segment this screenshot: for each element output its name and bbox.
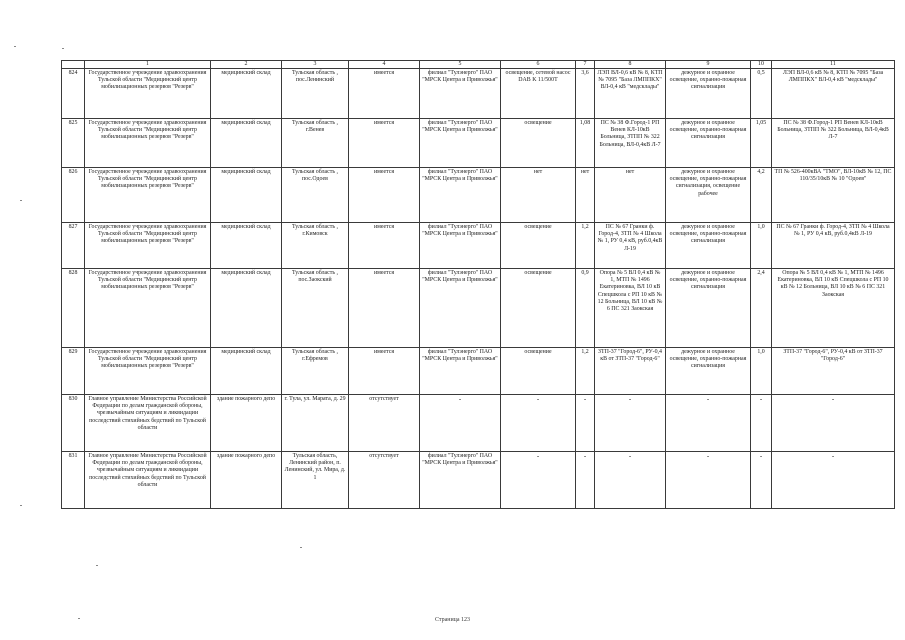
column-header: 5	[420, 61, 501, 69]
reserve-power-cell: 1,0	[751, 348, 772, 395]
reserve-source-cell: ПС № 38 Ф.Город-1 РП Венев КЛ-10кВ Больница, ЗТПП № 322 Больница, ВЛ-0,4кВ Л-7	[772, 119, 895, 168]
column-header: 3	[282, 61, 349, 69]
address-cell: Тульская область , пос.Ленинский	[282, 69, 349, 119]
consumers-cell: освещение, сетевой насос DAB K 11/500T	[501, 69, 576, 119]
power-cell: 1,2	[576, 348, 595, 395]
reserve-power-cell: 0,5	[751, 69, 772, 119]
organization-cell: Государственное учреждение здравоохранения Тульской области "Медицинский центр мобилизационных резервов "Резерв"	[85, 348, 211, 395]
object-type-cell: здание пожарного депо	[211, 452, 282, 509]
address-cell: Тульская область, Ленинский район, п. Ленинский, ул. Мира, д. 1	[282, 452, 349, 509]
organization-cell: Государственное учреждение здравоохранения Тульской области "Медицинский центр мобилизационных резервов "Резерв"	[85, 119, 211, 168]
object-type-cell: здание пожарного депо	[211, 395, 282, 452]
address-cell: Тульская область , пос.Одоев	[282, 168, 349, 223]
table-row	[62, 452, 895, 509]
consumers-cell: освещение	[501, 269, 576, 348]
scan-speck	[96, 565, 98, 566]
reserve-consumers-cell: дежурное и охранное освещение, охранно-пожарная сигнализация	[666, 348, 751, 395]
scan-speck	[78, 618, 80, 619]
organization-cell: Государственное учреждение здравоохранения Тульской области "Медицинский центр мобилизационных резервов "Резерв"	[85, 168, 211, 223]
table-row	[62, 119, 895, 168]
reserve-consumers-cell: дежурное и охранное освещение, охранно-пожарная сигнализация, освещение рабочее	[666, 168, 751, 223]
consumers-cell: освещение	[501, 348, 576, 395]
power-cell: нет	[576, 168, 595, 223]
scan-speck	[20, 200, 22, 201]
object-type-cell: медицинский склад	[211, 168, 282, 223]
reserve-source-cell: -	[772, 452, 895, 509]
source-cell: -	[595, 452, 666, 509]
object-type-cell: медицинский склад	[211, 348, 282, 395]
availability-cell: имеется	[349, 168, 420, 223]
availability-cell: имеется	[349, 69, 420, 119]
source-cell: -	[595, 395, 666, 452]
supplier-cell: филиал "Тулэнерго" ПАО "МРСК Центра и Приволжья"	[420, 168, 501, 223]
supplier-cell: филиал "Тулэнерго" ПАО "МРСК Центра и Приволжья"	[420, 119, 501, 168]
consumers-cell: освещение	[501, 119, 576, 168]
column-header: 4	[349, 61, 420, 69]
scan-speck	[62, 48, 64, 49]
scan-speck	[14, 46, 16, 47]
availability-cell: отсутствует	[349, 395, 420, 452]
column-header: 11	[772, 61, 895, 69]
power-cell: 0,9	[576, 269, 595, 348]
consumers-cell: -	[501, 452, 576, 509]
consumers-cell: нет	[501, 168, 576, 223]
power-cell: 1,08	[576, 119, 595, 168]
availability-cell: отсутствует	[349, 452, 420, 509]
supplier-cell: филиал "Тулэнерго" ПАО "МРСК Центра и Приволжья"	[420, 452, 501, 509]
source-cell: ПС № 38 Ф.Город-1 РП Венев КЛ-10кВ Больница, ЗТПП № 322 Больница, ВЛ-0,4кВ Л-7	[595, 119, 666, 168]
availability-cell: имеется	[349, 119, 420, 168]
reserve-consumers-cell: -	[666, 395, 751, 452]
scan-speck	[300, 547, 302, 548]
column-header: 10	[751, 61, 772, 69]
row-number: 827	[62, 223, 85, 269]
source-cell: ЛЭП ВЛ-0,6 кВ № 8, КТП № 7095 "База ЛМППКХ" ВЛ-0,4 кВ "медсклады"	[595, 69, 666, 119]
availability-cell: имеется	[349, 223, 420, 269]
reserve-power-cell: -	[751, 452, 772, 509]
table-row	[62, 348, 895, 395]
availability-cell: имеется	[349, 348, 420, 395]
column-header: 9	[666, 61, 751, 69]
consumers-cell: -	[501, 395, 576, 452]
source-cell: Опора № 5 ВЛ 0,4 кВ № 1, МТП № 1496 Екатериновка, ВЛ 10 кВ Спецшкола с РП 10 кВ № 12 Больница, ВЛ 10 кВ № 6 ПС 321 Заокская	[595, 269, 666, 348]
column-header: 6	[501, 61, 576, 69]
table-row	[62, 223, 895, 269]
address-cell: Тульская область , г.Венев	[282, 119, 349, 168]
object-type-cell: медицинский склад	[211, 69, 282, 119]
reserve-consumers-cell: -	[666, 452, 751, 509]
consumers-cell: освещение	[501, 223, 576, 269]
column-header: 7	[576, 61, 595, 69]
object-type-cell: медицинский склад	[211, 223, 282, 269]
table-row	[62, 69, 895, 119]
availability-cell: имеется	[349, 269, 420, 348]
reserve-consumers-cell: дежурное и охранное освещение, охранно-пожарная сигнализация	[666, 269, 751, 348]
column-number-row	[62, 61, 895, 69]
reserve-power-cell: 2,4	[751, 269, 772, 348]
row-number: 828	[62, 269, 85, 348]
object-type-cell: медицинский склад	[211, 269, 282, 348]
power-cell: -	[576, 452, 595, 509]
supplier-cell: филиал "Тулэнерго" ПАО "МРСК Центра и Приволжья"	[420, 223, 501, 269]
power-supply-registry-table	[61, 60, 895, 509]
supplier-cell: филиал "Тулэнерго" ПАО "МРСК Центра и Приволжья"	[420, 348, 501, 395]
reserve-source-cell: -	[772, 395, 895, 452]
reserve-source-cell: ЗТП-37 "Город-6", РУ-0,4 кВ от ЗТП-37 "Город-6"	[772, 348, 895, 395]
reserve-power-cell: 1,05	[751, 119, 772, 168]
table-row	[62, 168, 895, 223]
organization-cell: Главное управление Министерства Российской Федерации по делам гражданской обороны, чрезвычайным ситуациям и ликвидации последствий стихийных бедствий по Тульской области	[85, 395, 211, 452]
reserve-power-cell: -	[751, 395, 772, 452]
row-number-header	[62, 61, 85, 69]
reserve-source-cell: ТП № 526-400кВА "ТМО", ВЛ-10кВ № 12, ПС 110/35/10кВ № 10 "Одоев"	[772, 168, 895, 223]
organization-cell: Государственное учреждение здравоохранения Тульской области "Медицинский центр мобилизационных резервов "Резерв"	[85, 223, 211, 269]
supplier-cell: филиал "Тулэнерго" ПАО "МРСК Центра и Приволжья"	[420, 269, 501, 348]
row-number: 826	[62, 168, 85, 223]
column-header: 2	[211, 61, 282, 69]
reserve-consumers-cell: дежурное и охранное освещение, охранно-пожарная сигнализация	[666, 69, 751, 119]
organization-cell: Главное управление Министерства Российской Федерации по делам гражданской обороны, чрезвычайным ситуациям и ликвидации последствий стихийных бедствий по Тульской области	[85, 452, 211, 509]
row-number: 830	[62, 395, 85, 452]
source-cell: ПС № 67 Гранки ф. Город-4, ЗТП № 4 Школа № 1, РУ 0,4 кВ, руб.0,4кВ Л-19	[595, 223, 666, 269]
page-footer: Страница 123	[434, 617, 471, 623]
reserve-power-cell: 4,2	[751, 168, 772, 223]
power-cell: 3,6	[576, 69, 595, 119]
scan-speck	[20, 505, 22, 506]
address-cell: г. Тула, ул. Марата, д. 29	[282, 395, 349, 452]
reserve-power-cell: 1,0	[751, 223, 772, 269]
organization-cell: Государственное учреждение здравоохранения Тульской области "Медицинский центр мобилизационных резервов "Резерв"	[85, 269, 211, 348]
address-cell: Тульская область , г.Кимовск	[282, 223, 349, 269]
reserve-consumers-cell: дежурное и охранное освещение, охранно-пожарная сигнализация	[666, 223, 751, 269]
document-sheet	[61, 60, 894, 509]
column-header: 1	[85, 61, 211, 69]
power-cell: 1,2	[576, 223, 595, 269]
row-number: 824	[62, 69, 85, 119]
source-cell: нет	[595, 168, 666, 223]
power-cell: -	[576, 395, 595, 452]
table-row	[62, 269, 895, 348]
table-row	[62, 395, 895, 452]
supplier-cell: -	[420, 395, 501, 452]
reserve-consumers-cell: дежурное и охранное освещение, охранно-пожарная сигнализация	[666, 119, 751, 168]
column-header: 8	[595, 61, 666, 69]
source-cell: ЗТП-37 "Город-6", РУ-0,4 кВ от ЗТП-37 "Город-6"	[595, 348, 666, 395]
address-cell: Тульская область , пос.Заокский	[282, 269, 349, 348]
reserve-source-cell: Опора № 5 ВЛ 0,4 кВ № 1, МТП № 1496 Екатериновка, ВЛ 10 кВ Спецшкола с РП 10 кВ № 12 Больница, ВЛ 10 кВ № 6 ПС 321 Заокская	[772, 269, 895, 348]
object-type-cell: медицинский склад	[211, 119, 282, 168]
reserve-source-cell: ЛЭП ВЛ-0,6 кВ № 8, КТП № 7095 "База ЛМППКХ" ВЛ-0,4 кВ "медсклады"	[772, 69, 895, 119]
row-number: 825	[62, 119, 85, 168]
organization-cell: Государственное учреждение здравоохранения Тульской области "Медицинский центр мобилизационных резервов "Резерв"	[85, 69, 211, 119]
reserve-source-cell: ПС № 67 Гранки ф. Город-4, ЗТП № 4 Школа № 1, РУ 0,4 кВ, руб.0,4кВ Л-19	[772, 223, 895, 269]
supplier-cell: филиал "Тулэнерго" ПАО "МРСК Центра и Приволжья"	[420, 69, 501, 119]
row-number: 831	[62, 452, 85, 509]
row-number: 829	[62, 348, 85, 395]
address-cell: Тульская область , г.Ефремов	[282, 348, 349, 395]
